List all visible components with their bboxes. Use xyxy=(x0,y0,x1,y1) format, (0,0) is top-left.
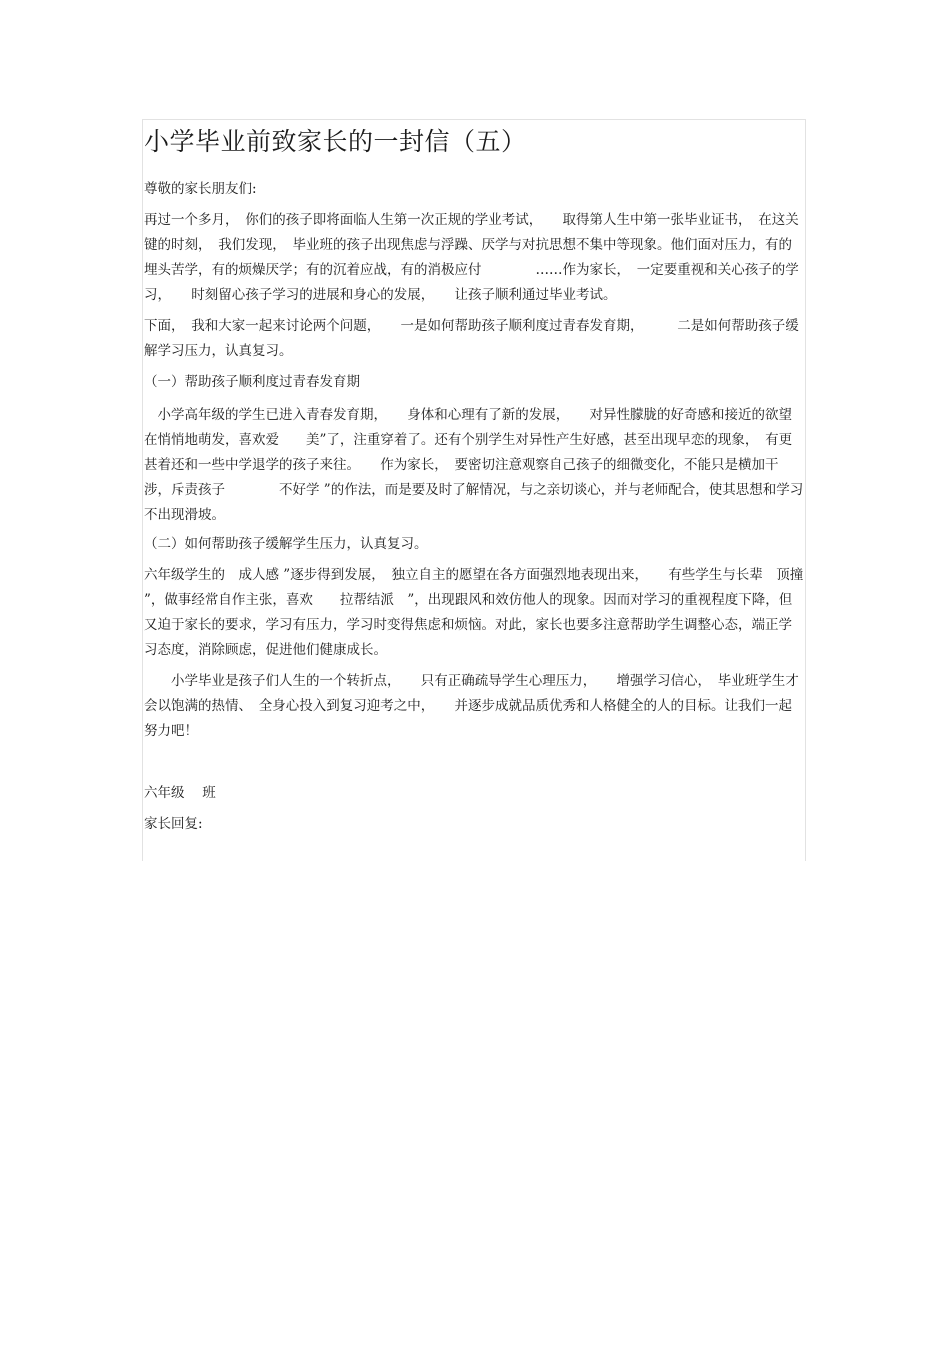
parent-reply-label: 家长回复: xyxy=(144,816,203,832)
paragraph-intro: 再过一个多月， 你们的孩子即将面临人生第一次正规的学业考试， 取得第人生中第一张毕业证书， 在这关键的时刻， 我们发现， 毕业班的孩子出现焦虑与浮躁、厌学与对抗思想不集中等现象。他们面对压力，有的埋头苦学，有的烦燥厌学；有的沉着应战，有的消极应付 ……作为家长， 一定要重视和关心孩子的学习， 时刻留心孩子学习的进展和身心的发展， 让孩子顺利通过毕业考试。 xyxy=(144,212,799,303)
class-signature: 六年级 班 xyxy=(144,785,216,801)
section-heading-pressure: （二）如何帮助孩子缓解学生压力，认真复习。 xyxy=(144,536,428,552)
paragraph-topics: 下面， 我和大家一起来讨论两个问题， 一是如何帮助孩子顺利度过青春发育期， 二是如何帮助孩子缓解学习压力，认真复习。 xyxy=(144,318,799,359)
paragraph-conclusion: 小学毕业是孩子们人生的一个转折点， 只有正确疏导学生心理压力， 增强学习信心， 毕业班学生才会以饱满的热情、 全身心投入到复习迎考之中， 并逐步成就品质优秀和人格健全的人的目标。让我们一起努力吧！ xyxy=(144,673,799,739)
section-heading-puberty: （一）帮助孩子顺利度过青春发育期 xyxy=(144,374,360,390)
page-title: 小学毕业前致家长的一封信（五） xyxy=(144,127,527,156)
greeting: 尊敬的家长朋友们: xyxy=(144,181,257,197)
letter-content xyxy=(144,120,808,837)
paragraph-puberty: 小学高年级的学生已进入青春发育期， 身体和心理有了新的发展， 对异性朦胧的好奇感和接近的欲望在悄悄地萌发，喜欢爱 美”了，注重穿着了。还有个别学生对异性产生好感，甚至出现早恋的现象， 有更甚着还和一些中学退学的孩子来往。 作为家长， 要密切注意观察自己孩子的细微变化，不能只是横加干涉，斥责孩子 不好学 ”的作法，而是要及时了解情况，与之亲切谈心，并与老师配合，使其思想和学习不出现滑坡。 xyxy=(144,407,804,523)
paragraph-pressure: 六年级学生的 成人感 ”逐步得到发展， 独立自主的愿望在各方面强烈地表现出来， 有些学生与长辈 顶撞 ”，做事经常自作主张，喜欢 拉帮结派 ”，出现跟风和效仿他人的现象。因而对学习的重视程度下降，但又迫于家长的要求，学习有压力，学习时变得焦虑和烦恼。对此，家长也要多注意帮助学生调整心态，端正学习态度，消除顾虑，促进他们健康成长。 xyxy=(144,567,808,658)
